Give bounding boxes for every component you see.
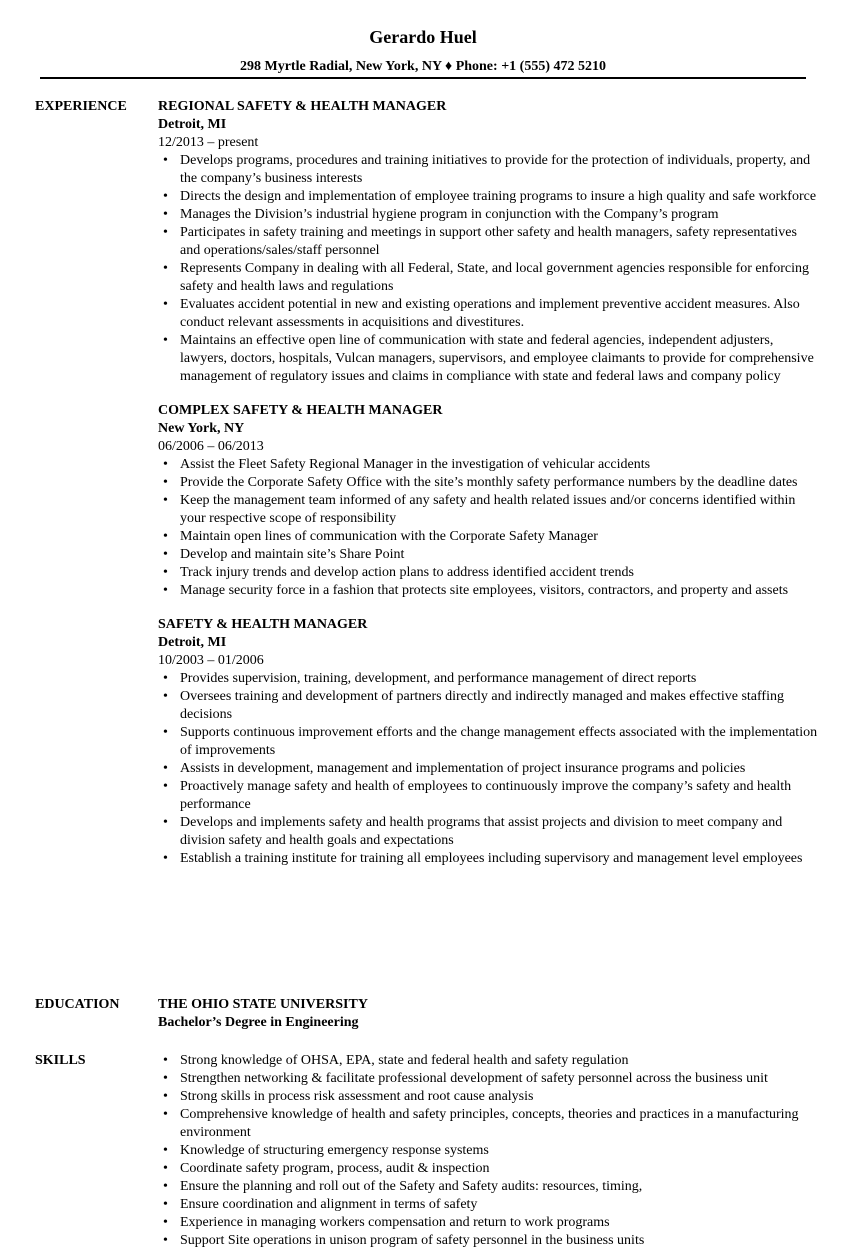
header-divider	[40, 77, 806, 79]
list-item: • Ensure coordination and alignment in terms of safety	[180, 1196, 818, 1214]
education-degree: Bachelor’s Degree in Engineering	[158, 1015, 359, 1030]
list-item: • Develops programs, procedures and training initiatives to provide for the protection of individuals, property, and the company’s business interests	[180, 152, 818, 188]
list-item: • Strong knowledge of OHSA, EPA, state and federal health and safety regulation	[180, 1052, 818, 1070]
skills-label: SKILLS	[35, 1053, 86, 1068]
list-item: • Develop and maintain site’s Share Point	[180, 546, 818, 564]
list-item: • Assists in development, management and implementation of project insurance programs and policies	[180, 760, 818, 778]
education-section	[158, 996, 818, 1032]
list-item: • Manage security force in a fashion that protects site employees, visitors, contractors, and property and assets	[180, 582, 818, 600]
education-school: THE OHIO STATE UNIVERSITY	[158, 997, 368, 1012]
list-item: • Supports continuous improvement efforts and the change management effects associated with the implementation of improvements	[180, 724, 818, 760]
list-item: • Directs the design and implementation of employee training programs to insure a high quality and safe workforce	[180, 188, 818, 206]
experience-label: EXPERIENCE	[35, 99, 127, 114]
job-title: REGIONAL SAFETY & HEALTH MANAGER	[158, 99, 447, 114]
job-dates: 12/2013 – present	[158, 135, 259, 150]
list-item: • Knowledge of structuring emergency response systems	[180, 1142, 818, 1160]
job-location: Detroit, MI	[158, 635, 227, 650]
job-location: New York, NY	[158, 421, 245, 436]
job-dates: 10/2003 – 01/2006	[158, 653, 264, 668]
job-entry	[158, 98, 818, 386]
experience-section	[158, 98, 818, 884]
job-bullets	[158, 670, 818, 868]
job-location: Detroit, MI	[158, 117, 227, 132]
list-item: • Coordinate safety program, process, audit & inspection	[180, 1160, 818, 1178]
candidate-name: Gerardo Huel	[369, 27, 477, 47]
job-bullets	[158, 456, 818, 600]
skills-list	[158, 1052, 818, 1250]
list-item: • Proactively manage safety and health of employees to continuously improve the company’s safety and health performance	[180, 778, 818, 814]
list-item: • Maintain open lines of communication with the Corporate Safety Manager	[180, 528, 818, 546]
list-item: • Represents Company in dealing with all Federal, State, and local government agencies responsible for enforcing safety and health laws and regulations	[180, 260, 818, 296]
list-item: • Establish a training institute for training all employees including supervisory and management level employees	[180, 850, 818, 868]
list-item: • Maintains an effective open line of communication with state and federal agencies, independent adjusters, lawyers, doctors, hospitals, Vulcan managers, supervisors, and employee claimants to provide for comprehensive management of regulatory issues and claims in compliance with state and federal laws and company policy	[180, 332, 818, 386]
job-title: COMPLEX SAFETY & HEALTH MANAGER	[158, 403, 443, 418]
list-item: • Provides supervision, training, development, and performance management of direct reports	[180, 670, 818, 688]
list-item: • Participates in safety training and meetings in support other safety and health managers, safety representatives and operations/sales/staff personnel	[180, 224, 818, 260]
list-item: • Provide the Corporate Safety Office with the site’s monthly safety performance numbers by the deadline dates	[180, 474, 818, 492]
list-item: • Evaluates accident potential in new and existing operations and implement preventive accident measures. Also conduct relevant assessments in acquisitions and divestitures.	[180, 296, 818, 332]
list-item: • Experience in managing workers compensation and return to work programs	[180, 1214, 818, 1232]
list-item: • Keep the management team informed of any safety and health related issues and/or concerns identified within your respective scope of responsibility	[180, 492, 818, 528]
job-dates: 06/2006 – 06/2013	[158, 439, 264, 454]
job-entry	[158, 616, 818, 868]
list-item: • Assist the Fleet Safety Regional Manager in the investigation of vehicular accidents	[180, 456, 818, 474]
contact-line: 298 Myrtle Radial, New York, NY ♦ Phone: +1 (555) 472 5210	[240, 59, 606, 74]
education-label: EDUCATION	[35, 997, 120, 1012]
job-bullets	[158, 152, 818, 386]
list-item: • Comprehensive knowledge of health and safety principles, concepts, theories and practices in a manufacturing environment	[180, 1106, 818, 1142]
list-item: • Develops and implements safety and health programs that assist projects and division to meet company and division safety and health goals and expectations	[180, 814, 818, 850]
skills-section	[158, 1052, 818, 1250]
list-item: • Track injury trends and develop action plans to address identified accident trends	[180, 564, 818, 582]
list-item: • Strengthen networking & facilitate professional development of safety personnel across the business unit	[180, 1070, 818, 1088]
list-item: • Oversees training and development of partners directly and indirectly managed and makes effective staffing decisions	[180, 688, 818, 724]
job-entry	[158, 402, 818, 600]
job-title: SAFETY & HEALTH MANAGER	[158, 617, 368, 632]
list-item: • Manages the Division’s industrial hygiene program in conjunction with the Company’s program	[180, 206, 818, 224]
list-item: • Ensure the planning and roll out of the Safety and Safety audits: resources, timing,	[180, 1178, 818, 1196]
list-item: • Strong skills in process risk assessment and root cause analysis	[180, 1088, 818, 1106]
list-item: • Support Site operations in unison program of safety personnel in the business units	[180, 1232, 818, 1250]
